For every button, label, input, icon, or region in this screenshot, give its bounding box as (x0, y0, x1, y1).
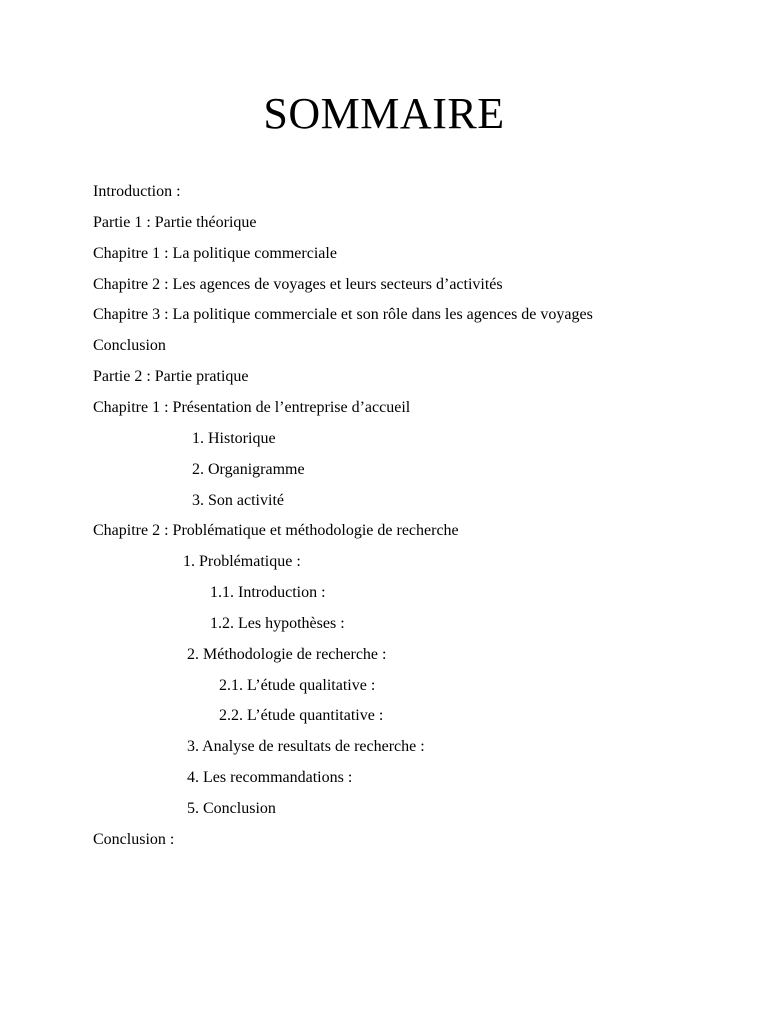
toc-entry: Chapitre 3 : La politique commerciale et son rôle dans les agences de voyages (93, 306, 593, 324)
toc-entry: 2.2. L’étude quantitative : (219, 707, 384, 725)
toc-entry: 2. Organigramme (192, 460, 305, 478)
toc-entry: Conclusion (93, 337, 166, 355)
toc-entry: Chapitre 2 : Les agences de voyages et leurs secteurs d’activités (93, 275, 503, 293)
toc-entry: Introduction : (93, 183, 181, 200)
toc-entry: 3. Son activité (192, 491, 284, 509)
toc-entry: Chapitre 1 : La politique commerciale (93, 244, 337, 262)
toc-entry: 4. Les recommandations : (187, 769, 353, 787)
toc-entry: 1.1. Introduction : (210, 584, 326, 602)
toc-entry: 5. Conclusion (187, 800, 276, 817)
toc-entry: 1. Problématique : (183, 553, 301, 571)
toc-entry: Chapitre 2 : Problématique et méthodologie de recherche (93, 522, 459, 540)
toc-entry: 3. Analyse de resultats de recherche : (187, 738, 425, 756)
toc-entry: 1. Historique (192, 429, 276, 447)
toc-entry: Chapitre 1 : Présentation de l’entreprise d’accueil (93, 398, 411, 416)
toc-entry: Conclusion : (93, 830, 175, 848)
toc-entry: 1.2. Les hypothèses : (210, 614, 345, 632)
toc-entry: 2.1. L’étude qualitative : (219, 676, 376, 694)
page-title: SOMMAIRE (263, 89, 505, 138)
toc-entry: 2. Méthodologie de recherche : (187, 645, 387, 663)
toc-entry: Partie 1 : Partie théorique (93, 213, 257, 231)
toc-entry: Partie 2 : Partie pratique (93, 368, 249, 386)
